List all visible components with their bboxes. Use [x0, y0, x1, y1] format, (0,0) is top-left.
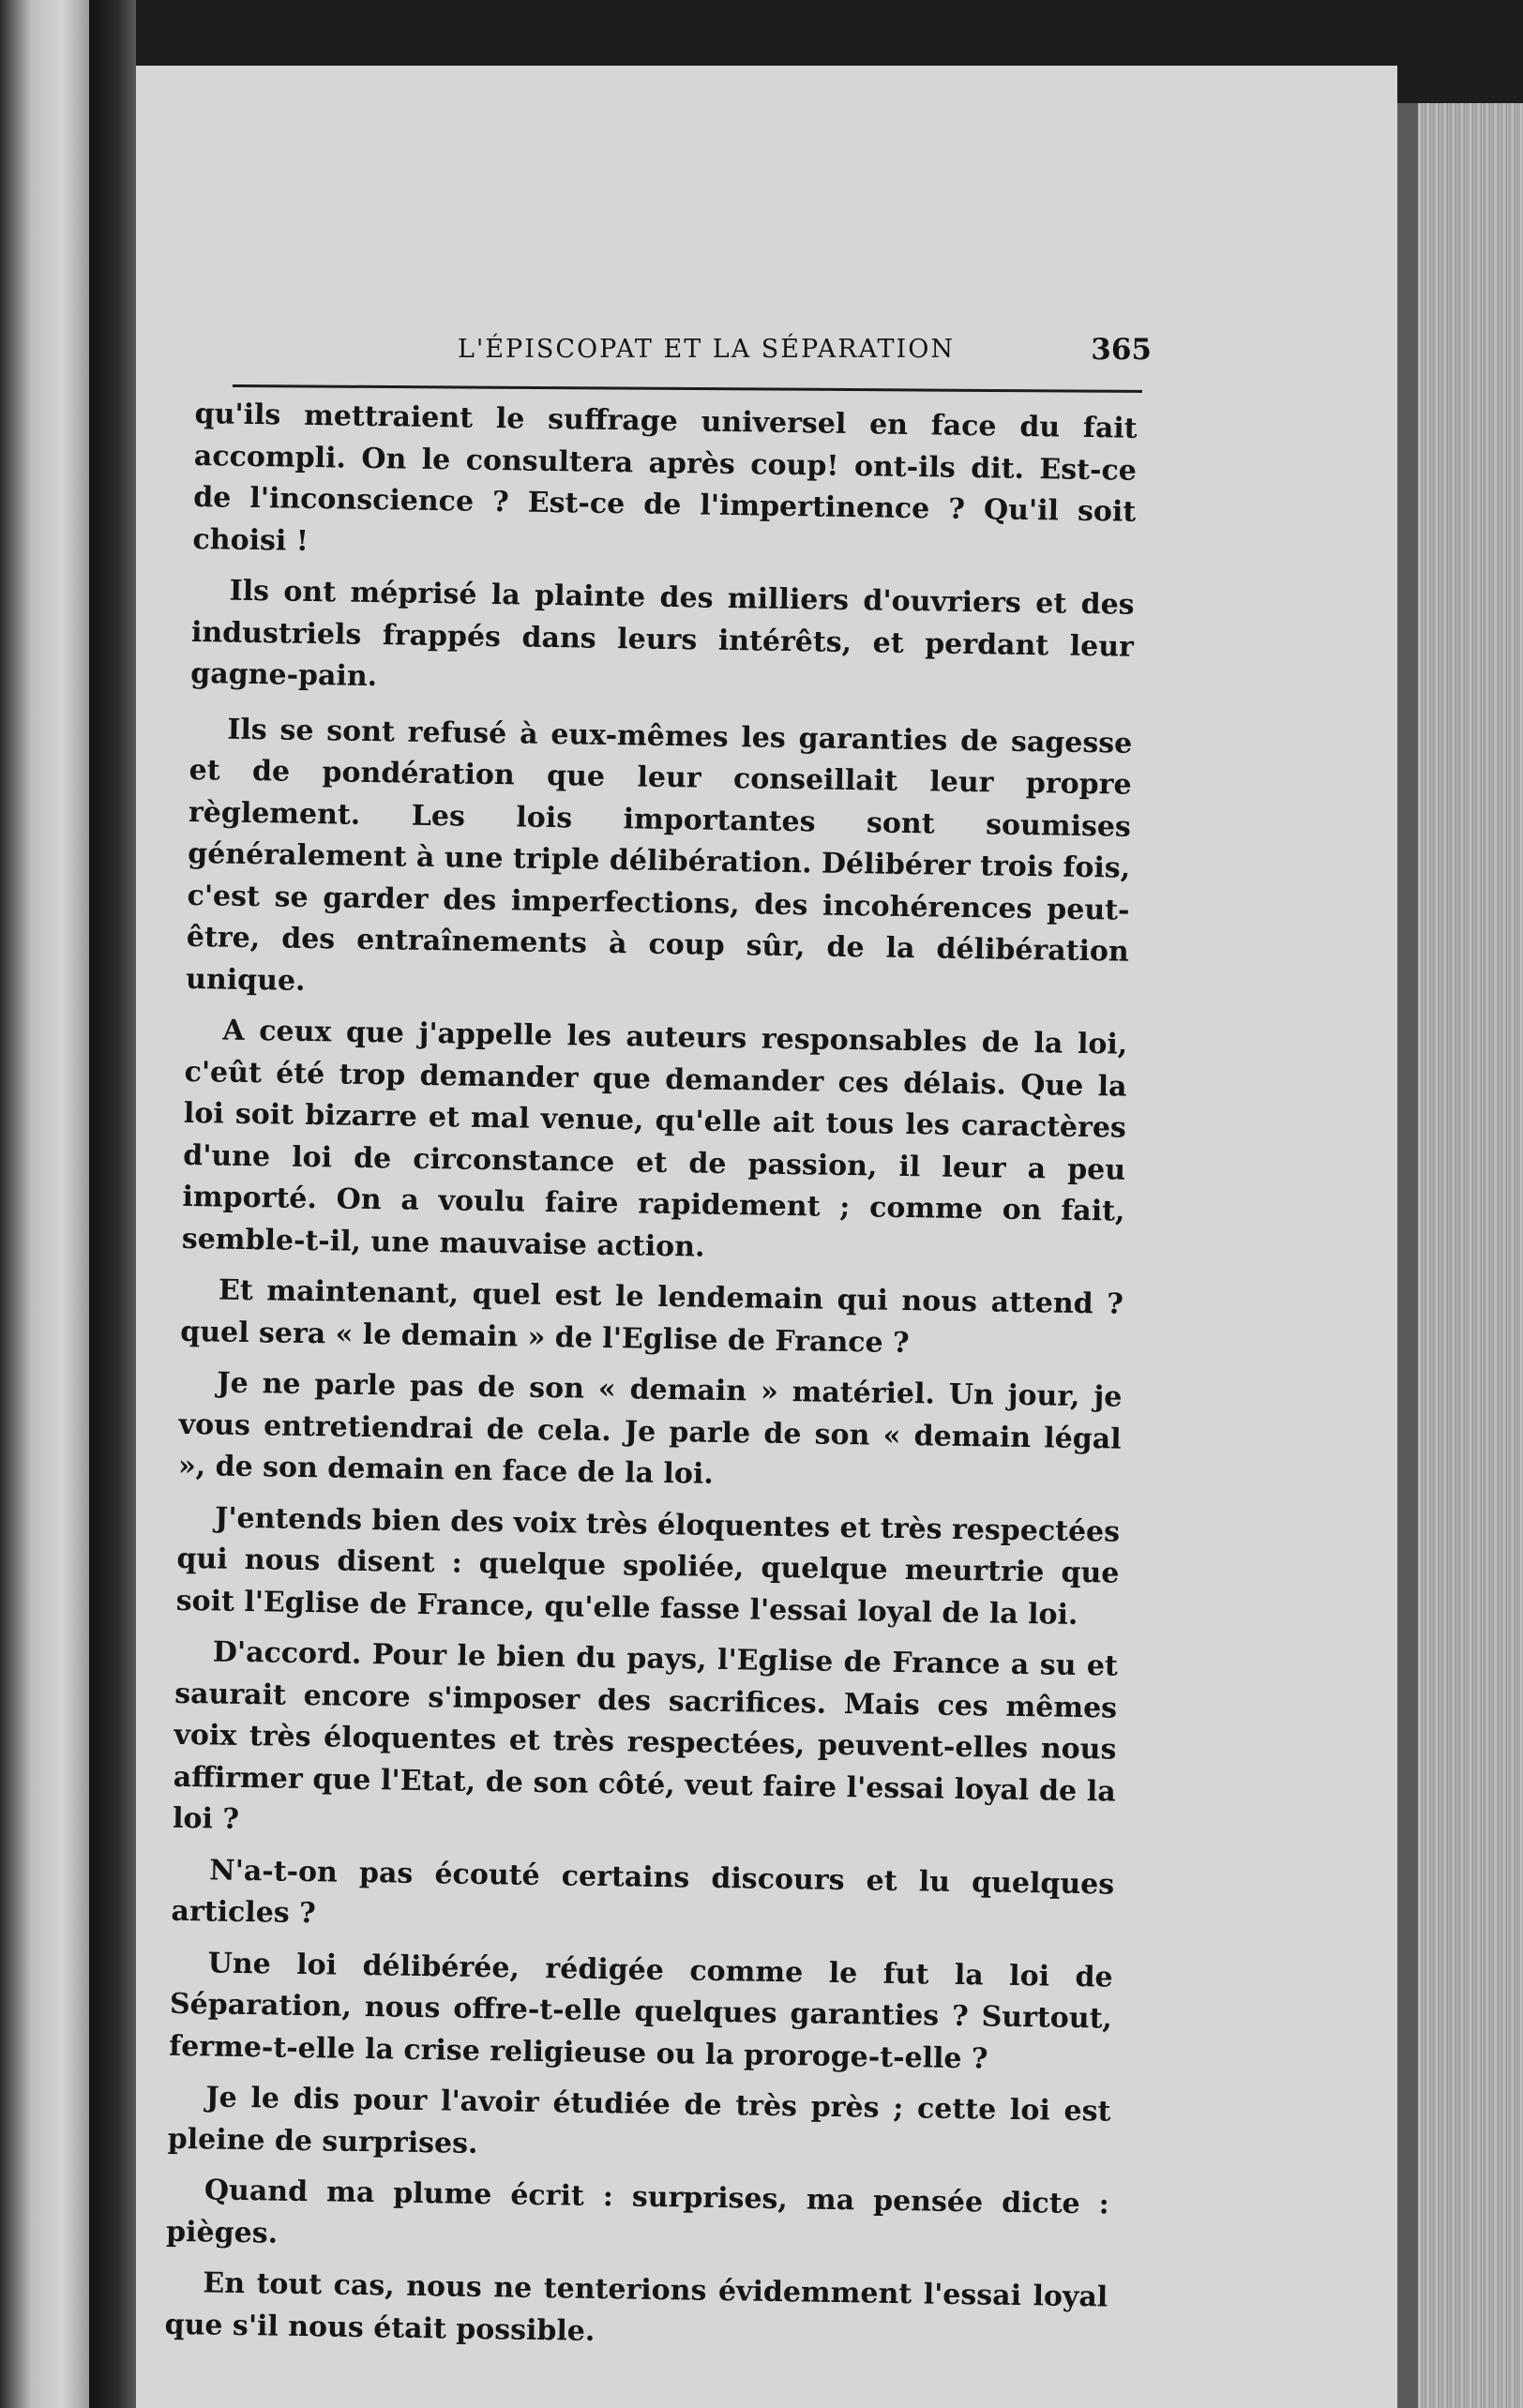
- paragraph: J'entends bien des voix très éloquentes et très respectées qui nous disent : quelque spoliée, quelque meurtrie que soit l'Eglise de France, qu'elle fasse l'essai loyal de la loi.: [175, 1500, 1121, 1632]
- running-title: L'ÉPISCOPAT ET LA SÉPARATION: [458, 335, 955, 364]
- paragraph: Je ne parle pas de son « demain » matériel. Un jour, je vous entretiendrai de cela. Je parle de son « demain légal », de son demain en face de la loi.: [177, 1366, 1123, 1491]
- page-header: [233, 333, 1152, 380]
- paragraph: qu'ils mettraient le suffrage universel en face du fait accompli. On le consultera après coup! ont-ils dit. Est-ce de l'inconscience ? Est-ce de l'impertinence ? Qu'il soit choisi !: [192, 397, 1138, 558]
- page-number: 365: [1091, 333, 1152, 367]
- paragraph: Je le dis pour l'avoir étudiée de très près ; cette loi est pleine de surprises.: [167, 2081, 1111, 2160]
- page-block-shadow: [1397, 103, 1418, 2408]
- paragraph: Ils se sont refusé à eux-mêmes les garanties de sagesse et de pondération que leur conseillait leur propre règlement. Les lois importantes sont soumises généralement à une triple délibération. Délibérer trois fois, c'est se garder des imperfections, des incohérences peut-être, des entraînements à coup sûr, de la délibération unique.: [185, 713, 1133, 998]
- book-spine-shadow: [89, 0, 136, 2408]
- paragraph: Ils ont méprisé la plainte des milliers d'ouvriers et des industriels frappés dans leurs intérêts, et perdant leur gagne-pain.: [190, 574, 1135, 694]
- paragraph: N'a-t-on pas écouté certains discours et lu quelques articles ?: [171, 1853, 1115, 1931]
- paragraph: Une loi délibérée, rédigée comme le fut la loi de Séparation, nous offre-t-elle quelques garanties ? Surtout, ferme-t-elle la crise religieuse ou la proroge-t-elle ?: [169, 1946, 1113, 2075]
- paragraph: A ceux que j'appelle les auteurs responsables de la loi, c'eût été trop demander que demander ces délais. Que la loi soit bizarre et mal venue, qu'elle ait tous les caractères d'une loi de circonstance et de passion, il leur a peu importé. On a voulu faire rapidement ; comme on fait, semble-t-il, une mauvaise action.: [181, 1014, 1128, 1264]
- paragraph: Et maintenant, quel est le lendemain qui nous attend ? quel sera « le demain » de l'Eglise de France ?: [180, 1273, 1124, 1360]
- scan-left-edge: [0, 0, 89, 2408]
- body-text: [164, 394, 1138, 2370]
- paragraph: En tout cas, nous ne tenterions évidemment l'essai loyal que s'il nous était possible.: [164, 2266, 1108, 2348]
- paragraph: D'accord. Pour le bien du pays, l'Eglise de France a su et saurait encore s'imposer des sacrifices. Mais ces mêmes voix très éloquentes et très respectées, peuvent-elles nous affirmer que l'Etat, de son côté, veut faire l'essai loyal de la loi ?: [172, 1635, 1119, 1836]
- paragraph: Quand ma plume écrit : surprises, ma pensée dicte : pièges.: [165, 2174, 1110, 2250]
